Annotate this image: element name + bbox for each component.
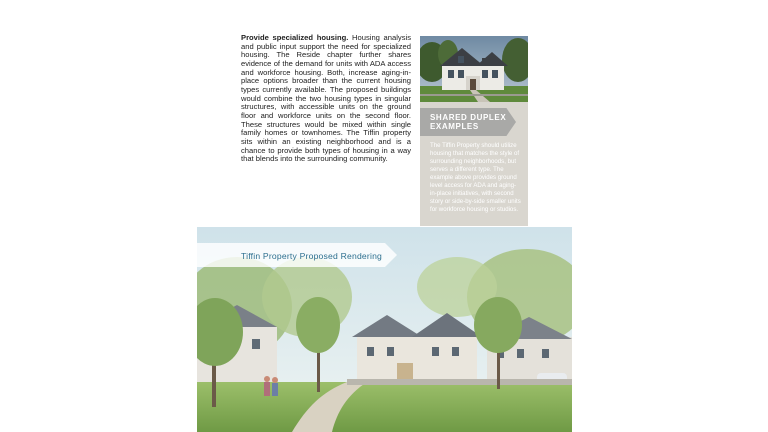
rendering-label: Tiffin Property Proposed Rendering bbox=[241, 251, 383, 261]
intro-paragraph bbox=[241, 34, 411, 164]
proposed-rendering bbox=[197, 227, 572, 432]
intro-text: Housing analysis and public input support the need for specialized housing. The Reside chapter further shares evidence of the demand for units with ADA access and workforce housing. Both, increase aging-in-place options broader than the current housing types currently available. The proposed buildings would combine the two housing types in singular structures, with accessible units on the ground floor and workforce units on the second floor. These structures would be mixed within single family homes or townhomes. The Tiffin property sits within an existing neighborhood and is a chance to provide both types of housing in a way that blends into the surrounding community. bbox=[241, 33, 411, 164]
duplex-example-photo bbox=[420, 36, 528, 102]
sidebar-title: SHARED DUPLEX EXAMPLES bbox=[430, 113, 507, 131]
intro-lead: Provide specialized housing. bbox=[241, 33, 349, 42]
sidebar-text: The Tiffin Property should utilize housing that matches the style of surrounding neighborhoods, but serves a different type. The example above provides ground level access for ADA and aging-in-place initiatives, with second story or side-by-side smaller units for workforce housing or studios. bbox=[430, 142, 521, 213]
sidebar-panel bbox=[420, 102, 528, 226]
